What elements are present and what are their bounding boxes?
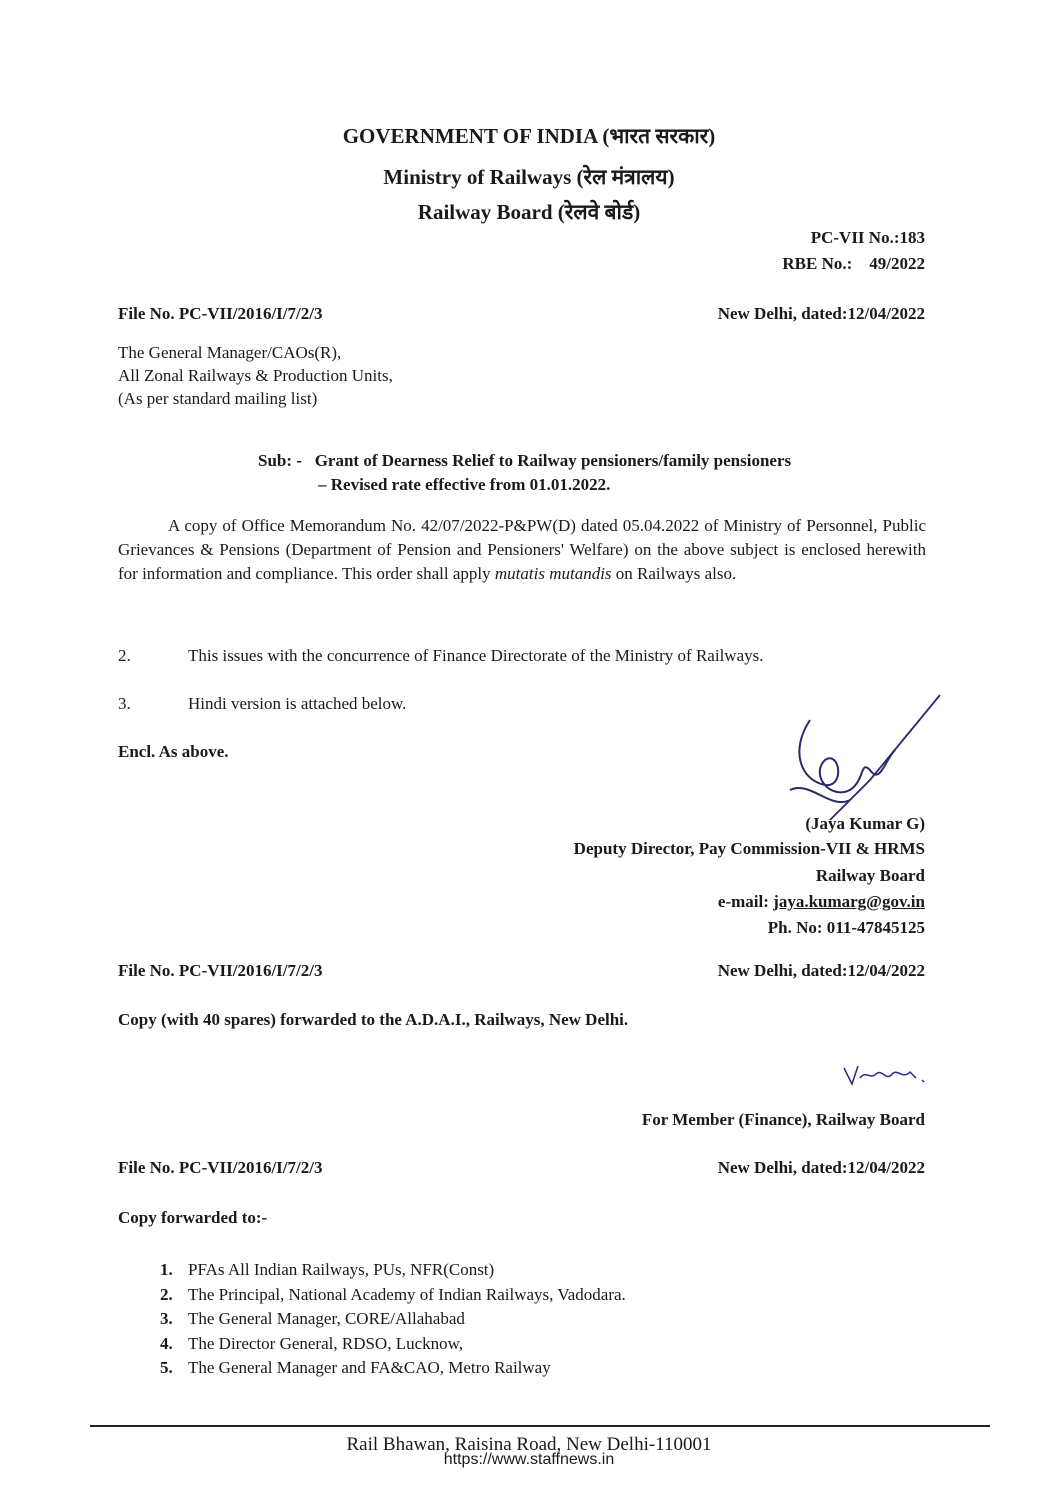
date-2: New Delhi, dated:12/04/2022 xyxy=(717,961,925,980)
list-text: The Director General, RDSO, Lucknow, xyxy=(188,1333,464,1353)
footer-address: Rail Bhawan, Raisina Road, New Delhi-110001 xyxy=(346,1434,712,1455)
header-board: Railway Board (रेलवे बोर्ड) xyxy=(417,200,641,224)
date-3: New Delhi, dated:12/04/2022 xyxy=(717,1158,925,1177)
paragraph-1-text: A copy of Office Memorandum No. 42/07/2022-P&PW(D) dated 05.04.2022 of Ministry of Personnel, Public Grievances & Pensions (Department of Pension and Pensioners' Welfare) on the above subject is enclosed herewith for information and compliance. This order shall apply xyxy=(118,516,926,583)
rbe-value: 49/2022 xyxy=(869,254,925,273)
paragraph-3-text: Hindi version is attached below. xyxy=(188,694,407,713)
addressee-line: (As per standard mailing list) xyxy=(118,389,318,408)
list-item xyxy=(160,1356,626,1381)
paragraph-1-italic: mutatis mutandis xyxy=(494,564,612,583)
list-item xyxy=(160,1283,626,1308)
addressee-line: The General Manager/CAOs(R), xyxy=(118,343,342,362)
initials-signature xyxy=(840,1060,930,1090)
list-text: The General Manager and FA&CAO, Metro Railway xyxy=(188,1358,551,1378)
list-number: 3. xyxy=(160,1309,173,1329)
copy-list xyxy=(160,1258,626,1381)
list-item xyxy=(160,1307,626,1332)
rbe-label: RBE No.: xyxy=(782,254,853,273)
signatory-name: (Jaya Kumar G) xyxy=(805,814,925,833)
header-ministry: Ministry of Railways (रेल मंत्रालय) xyxy=(383,165,675,189)
file-number-3: File No. PC-VII/2016/I/7/2/3 xyxy=(118,1158,323,1177)
paragraph-3 xyxy=(118,694,406,714)
email-label: e-mail: xyxy=(717,892,769,911)
paragraph-2-num: 2. xyxy=(118,646,131,665)
subject-line: Grant of Dearness Relief to Railway pensioners/family pensioners xyxy=(314,451,792,470)
list-text: The General Manager, CORE/Allahabad xyxy=(188,1309,465,1329)
subject-label: Sub: - xyxy=(258,451,302,470)
subject-line-2: – Revised rate effective from 01.01.2022. xyxy=(318,475,611,494)
signatory-designation: Deputy Director, Pay Commission-VII & HRMS xyxy=(573,839,925,858)
paragraph-2 xyxy=(118,646,763,666)
paragraph-2-text: This issues with the concurrence of Finance Directorate of the Ministry of Railways. xyxy=(188,646,764,665)
signatory-phone: Ph. No: 011-47845125 xyxy=(767,918,925,937)
list-number: 4. xyxy=(160,1333,173,1353)
header-government: GOVERNMENT OF INDIA (भारत सरकार) xyxy=(342,124,716,148)
signatory-office: Railway Board xyxy=(815,866,925,885)
enclosure: Encl. As above. xyxy=(118,742,229,761)
list-item xyxy=(160,1258,626,1283)
date: New Delhi, dated:12/04/2022 xyxy=(717,304,925,323)
list-text: PFAs All Indian Railways, PUs, NFR(Const) xyxy=(188,1260,495,1279)
file-number: File No. PC-VII/2016/I/7/2/3 xyxy=(118,304,323,323)
for-member-finance: For Member (Finance), Railway Board xyxy=(641,1110,925,1129)
footer-url[interactable]: https://www.staffnews.in xyxy=(443,1451,615,1468)
rbe-number xyxy=(782,254,925,274)
copy-to-adai: Copy (with 40 spares) forwarded to the A.D.A.I., Railways, New Delhi. xyxy=(118,1010,629,1029)
list-number: 1. xyxy=(160,1260,173,1279)
file-number-2: File No. PC-VII/2016/I/7/2/3 xyxy=(118,961,323,980)
list-item xyxy=(160,1332,626,1357)
list-number: 2. xyxy=(160,1284,173,1304)
subject xyxy=(258,451,791,471)
paragraph-3-num: 3. xyxy=(118,694,131,713)
list-number: 5. xyxy=(160,1358,173,1378)
email-link[interactable]: jaya.kumarg@gov.in xyxy=(773,892,925,911)
signatory-email-line xyxy=(718,892,925,912)
footer-divider xyxy=(90,1425,990,1427)
paragraph-1 xyxy=(118,514,926,586)
addressee-line: All Zonal Railways & Production Units, xyxy=(118,366,393,385)
handwritten-signature xyxy=(770,690,950,830)
list-text: The Principal, National Academy of Indian Railways, Vadodara. xyxy=(188,1284,626,1304)
pc-vii-number: PC-VII No.:183 xyxy=(810,228,925,247)
copy-forwarded-heading: Copy forwarded to:- xyxy=(118,1208,268,1227)
paragraph-1-tail: on Railways also. xyxy=(611,564,737,583)
